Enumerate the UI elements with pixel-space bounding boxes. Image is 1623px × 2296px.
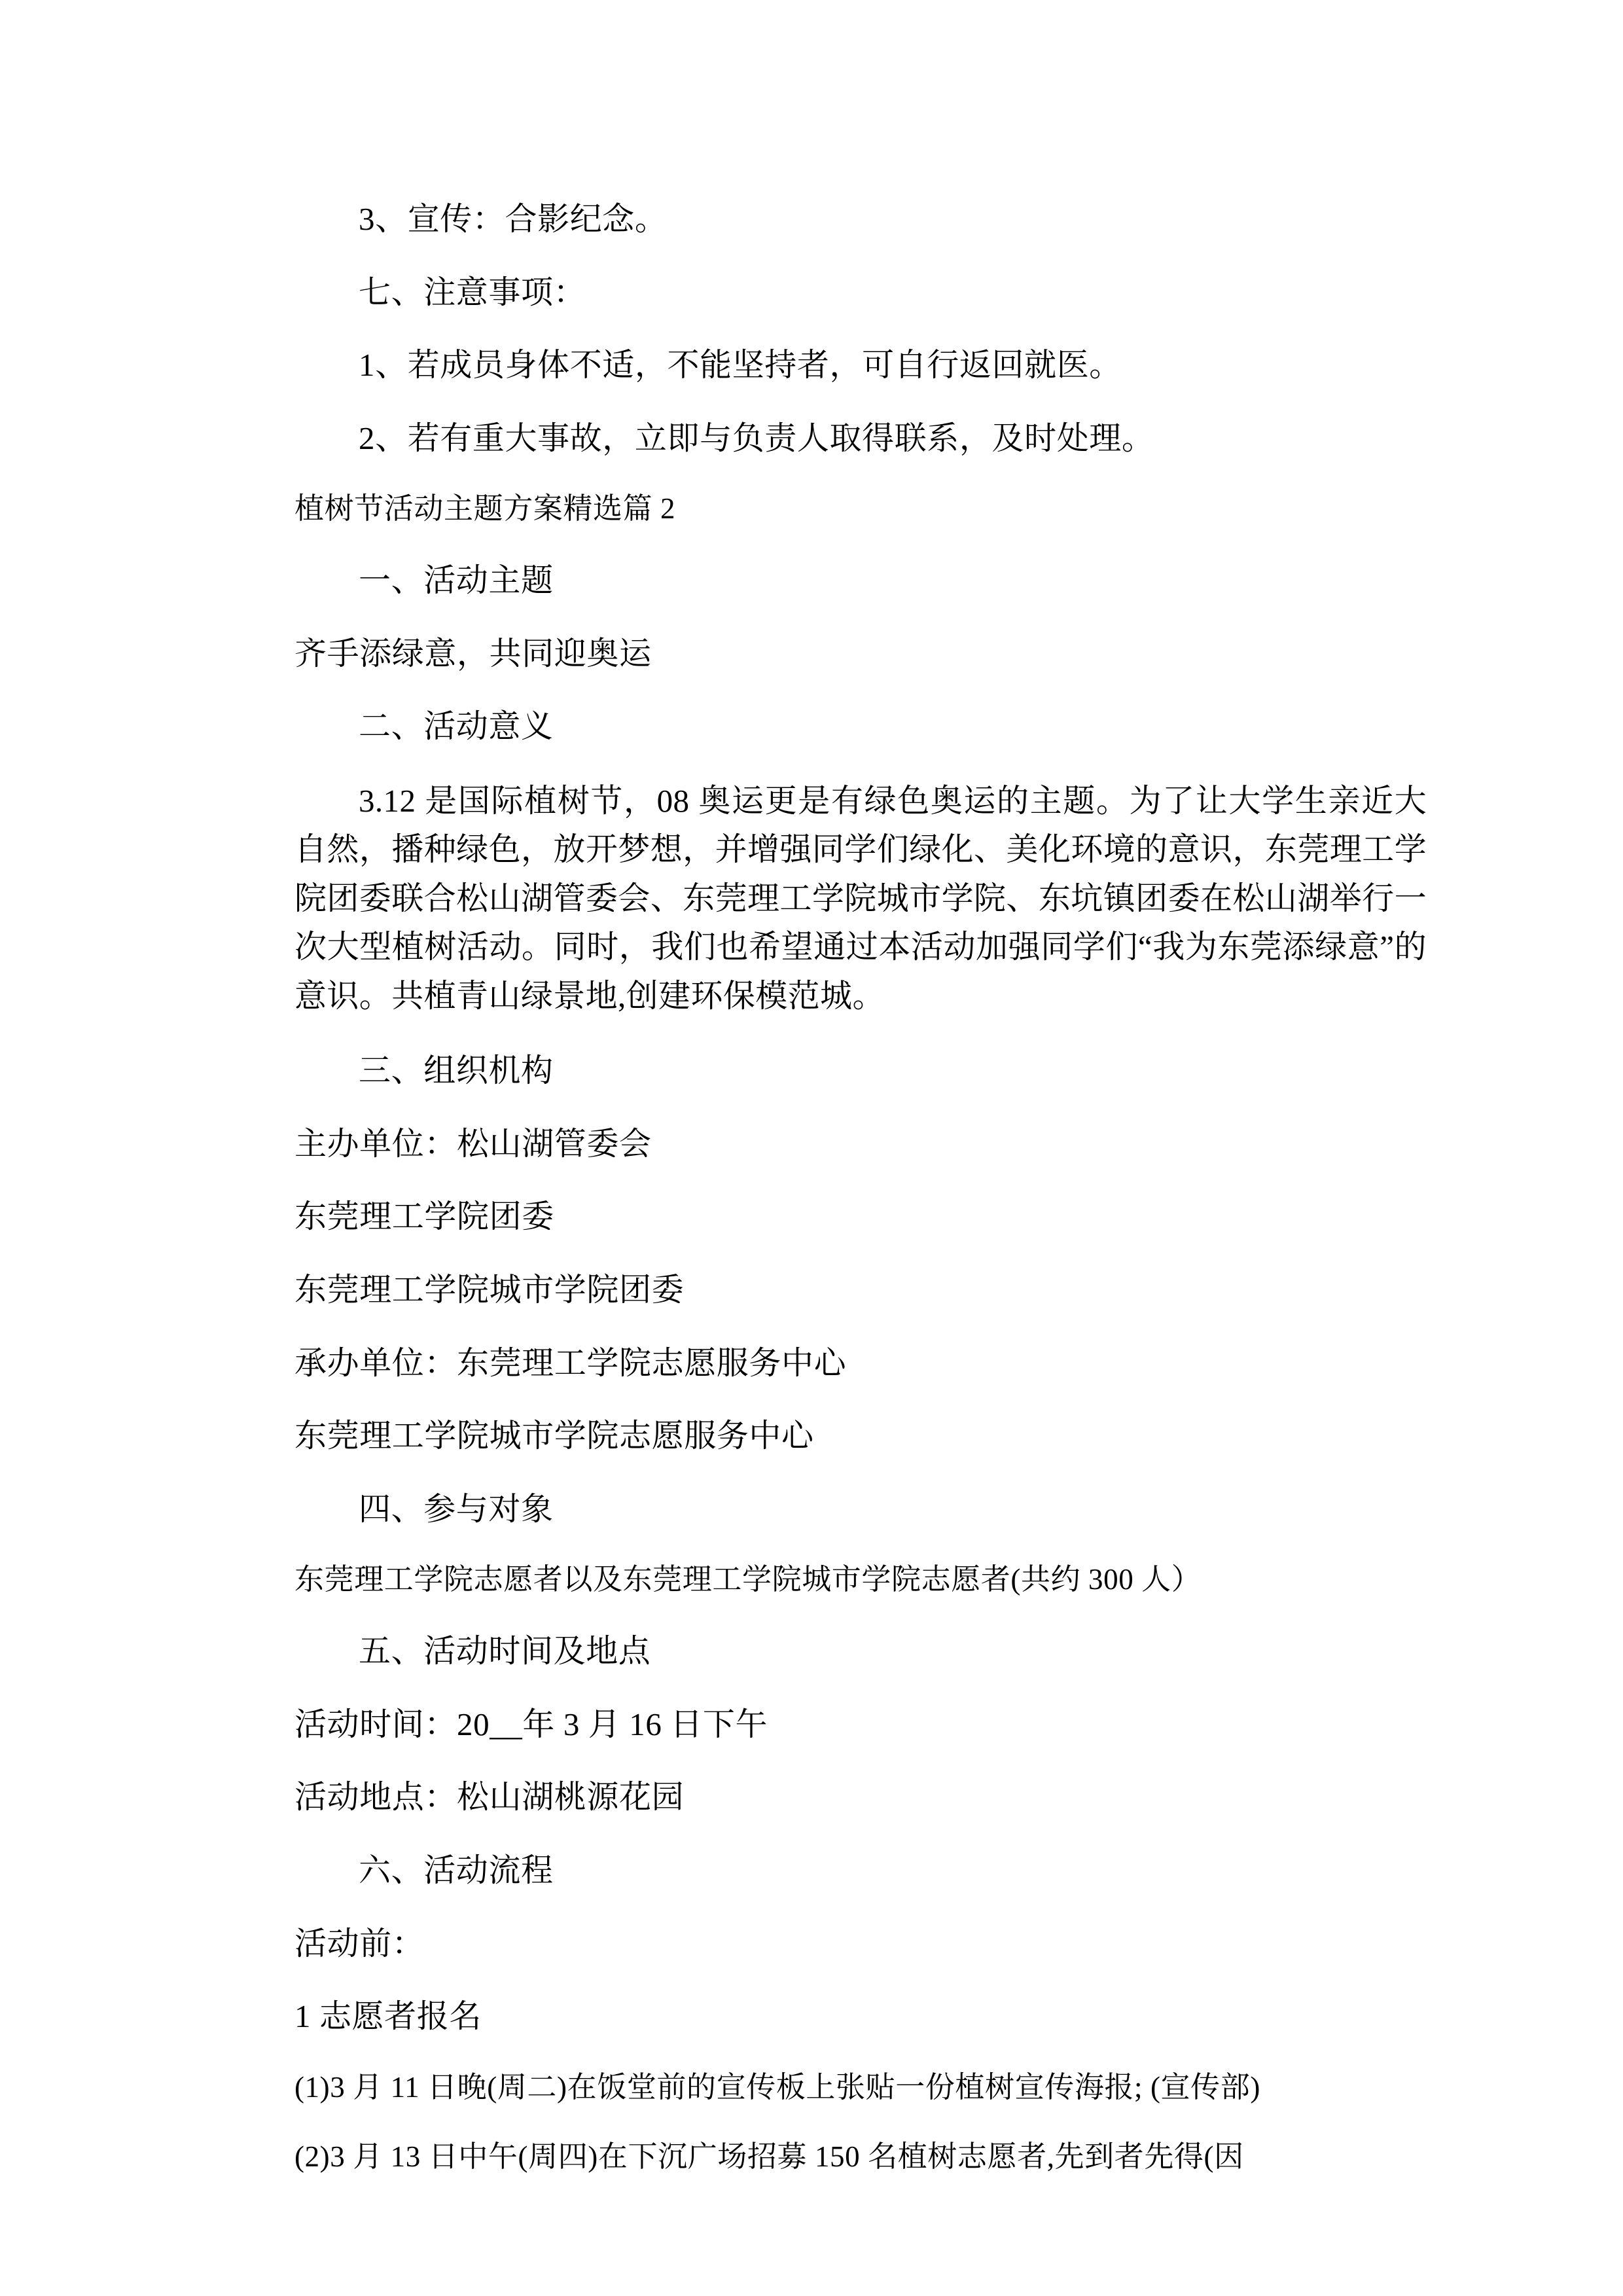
paragraph: 东莞理工学院城市学院团委 — [294, 1272, 685, 1308]
paragraph: 主办单位：松山湖管委会 — [294, 1125, 652, 1162]
paragraph: 活动前： — [294, 1925, 425, 1962]
paragraph-heading: 二、活动意义 — [359, 708, 554, 745]
section-title: 植树节活动主题方案精选篇 2 — [294, 492, 676, 526]
paragraph: (2)3 月 13 日中午(周四)在下沉广场招募 150 名植树志愿者,先到者先得(因 — [294, 2140, 1244, 2173]
paragraph: 2、若有重大事故，立即与负责人取得联系，及时处理。 — [359, 420, 1154, 456]
paragraph: 1 志愿者报名 — [294, 1998, 482, 2035]
paragraph-heading: 七、注意事项： — [359, 274, 586, 310]
paragraph-heading: 五、活动时间及地点 — [359, 1633, 651, 1670]
paragraph-heading: 一、活动主题 — [359, 562, 554, 599]
paragraph: 东莞理工学院城市学院志愿服务中心 — [294, 1418, 814, 1454]
paragraph: (1)3 月 11 日晚(周二)在饭堂前的宣传板上张贴一份植树宣传海报; (宣传部) — [294, 2070, 1260, 2104]
paragraph: 东莞理工学院团委 — [294, 1198, 554, 1235]
paragraph-heading: 四、参与对象 — [359, 1490, 554, 1527]
paragraph: 3、宣传：合影纪念。 — [359, 201, 668, 237]
paragraph: 齐手添绿意，共同迎奥运 — [294, 635, 652, 672]
paragraph: 活动地点：松山湖桃源花园 — [294, 1779, 685, 1816]
paragraph: 东莞理工学院志愿者以及东莞理工学院城市学院志愿者(共约 300 人） — [294, 1563, 1202, 1596]
document-body — [294, 196, 1427, 2178]
paragraph: 活动时间：20__年 3 月 16 日下午 — [294, 1706, 768, 1742]
paragraph: 承办单位：东莞理工学院志愿服务中心 — [294, 1344, 847, 1381]
paragraph-heading: 三、组织机构 — [359, 1052, 554, 1089]
paragraph-heading: 六、活动流程 — [359, 1852, 554, 1888]
paragraph: 1、若成员身体不适，不能坚持者，可自行返回就医。 — [359, 347, 1122, 384]
paragraph: 3.12 是国际植树节，08 奥运更是有绿色奥运的主题。为了让大学生亲近大自然，播种绿色，放开梦想，并增强同学们绿化、美化环境的意识，东莞理工学院团委联合松山湖管委会、东莞理工学院城市学院、东坑镇团委在松山湖举行一次大型植树活动。同时，我们也希望通过本活动加强同学们“我为东莞添绿意”的意识。共植青山绿景地,创建环保模范城。 — [294, 782, 1427, 1014]
